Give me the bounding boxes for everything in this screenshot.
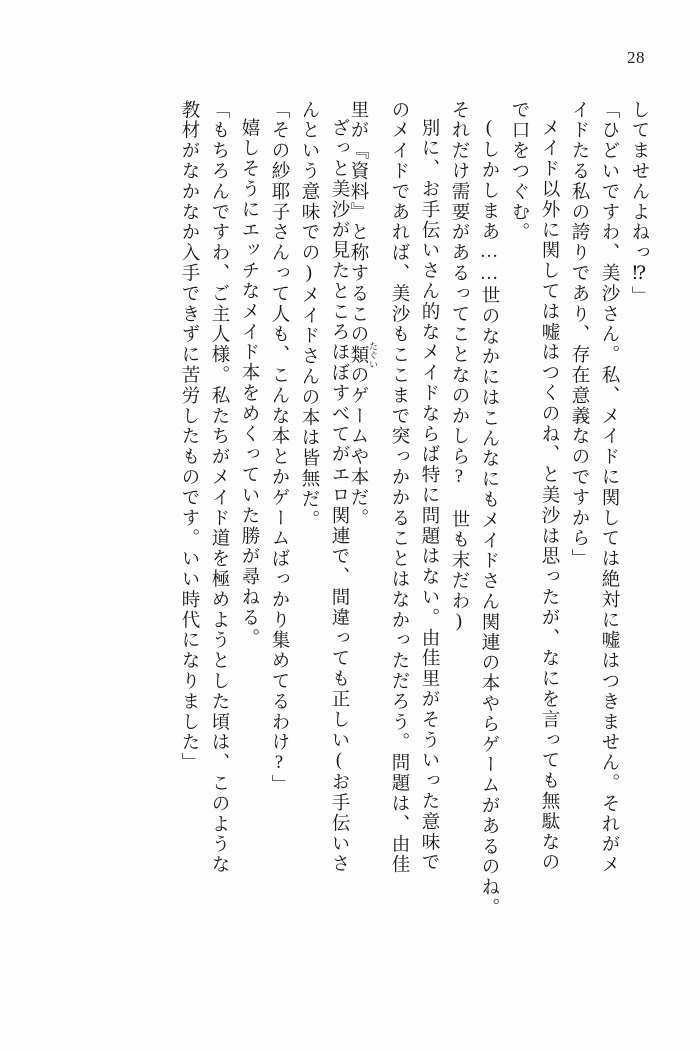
text-line: 嬉しそうにエッチなメイド本をめくっていた勝が尋ねる。 bbox=[239, 118, 259, 649]
text-line: してませんよねっ⁉」 bbox=[629, 100, 649, 307]
text-line: (しかしまあ……世のなかにはこんなにもメイドさん関連の本やらゲームがあるのね。 bbox=[479, 118, 499, 919]
text-line: 「その紗耶子さんって人も、こんな本とかゲームばっかり集めてるわけ?」 bbox=[269, 100, 289, 796]
text-line: んという意味での)メイドさんの本は皆無だ。 bbox=[299, 100, 319, 530]
text-line: で口をつぐむ。 bbox=[509, 100, 529, 243]
text-line: ざっと美沙が見たところほぼすべてがエロ関連で、間違っても正しい(お手伝いさ bbox=[329, 118, 349, 875]
text-line-with-ruby: 里が『資料』と称するこの類 たぐいのゲームや本だ。 bbox=[348, 100, 378, 529]
text-line: 教材がなかなか入手できずに苦労したものです。いい時代になりました」 bbox=[179, 100, 199, 774]
text-line: イドたる私の誇りであり、存在意義なのですから」 bbox=[569, 100, 589, 570]
text-line: それだけ需要があるってことなのかしら? 世も末だわ) bbox=[449, 100, 469, 634]
page-number: 28 bbox=[627, 48, 645, 67]
text-line: のメイドであれば、美沙もここまで突っかかることはなかっただろう。問題は、由佳 bbox=[389, 100, 409, 876]
text-line: 「ひどいですわ、美沙さん。私、メイドに関しては絶対に嘘はつきません。それがメ bbox=[599, 100, 619, 876]
text-line: 「もちろんですわ、ご主人様。私たちがメイド道を極めようとした頃は、このような bbox=[209, 100, 229, 876]
text-line: メイド以外に関しては嘘はつくのね、と美沙は思ったが、なにを言っても無駄なの bbox=[539, 118, 559, 873]
vertical-text-body bbox=[52, 100, 648, 990]
text-line: 別に、お手伝いさん的なメイドならば特に問題はない。由佳里がそういった意味で bbox=[419, 118, 439, 873]
